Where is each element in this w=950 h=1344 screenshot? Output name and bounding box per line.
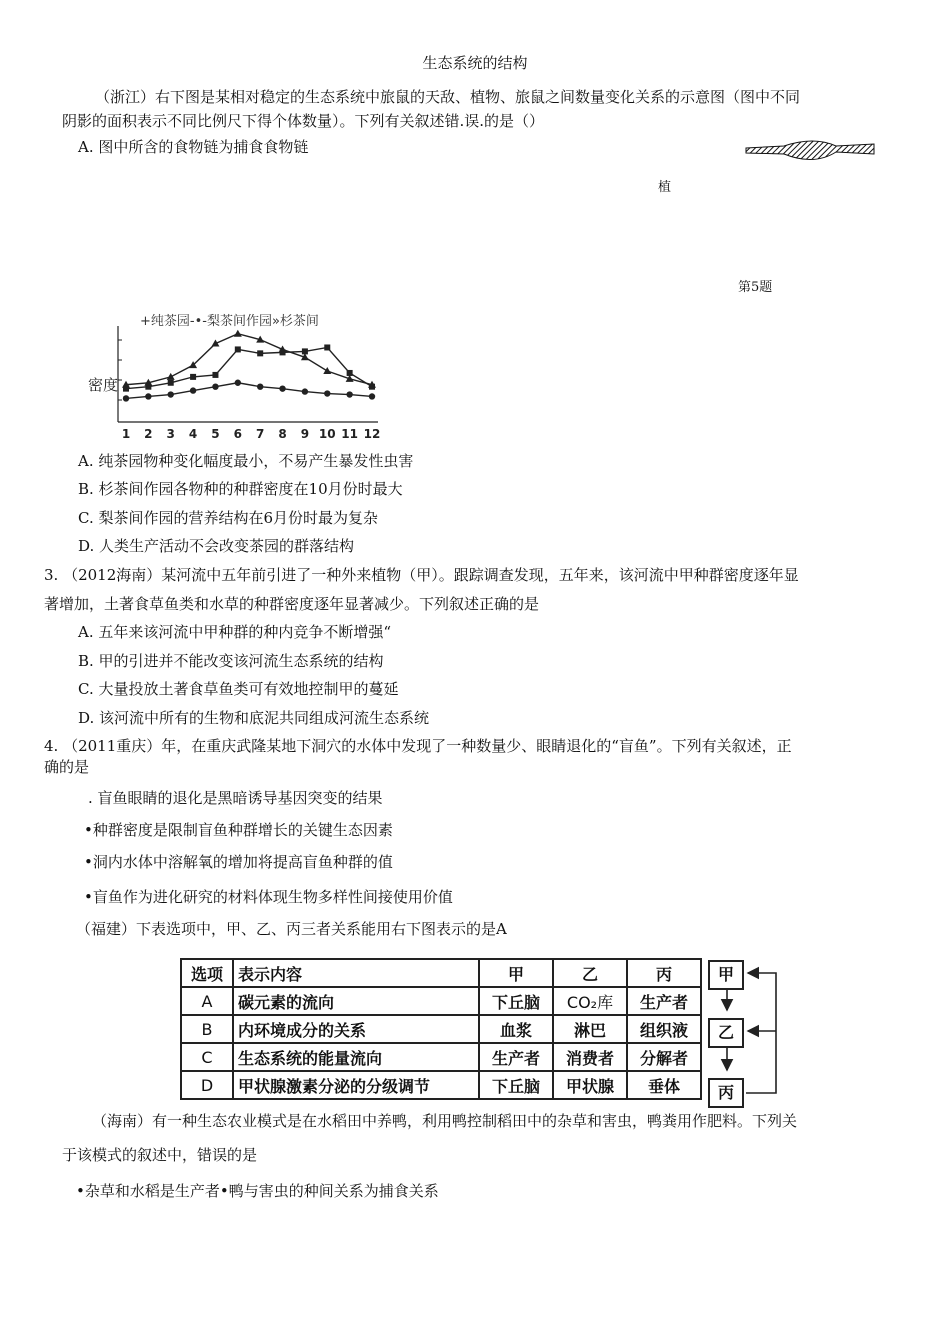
table-cell: 下丘脑 <box>479 1071 553 1099</box>
q4-option-3: •洞内水体中溶解氧的增加将提高盲鱼种群的值 <box>84 853 393 871</box>
table-row <box>181 987 701 1015</box>
table-cell: 生产者 <box>479 1043 553 1071</box>
y-axis-label: 密度 <box>88 376 119 394</box>
q2-option-b: B. 杉茶间作园各物种的种群密度在10月份时最大 <box>78 480 403 498</box>
data-point <box>235 380 241 386</box>
table-header-cell: 乙 <box>553 959 627 987</box>
data-point <box>324 344 330 350</box>
table-cell: C <box>181 1043 233 1071</box>
q5-options-table <box>180 958 702 1100</box>
q5-stem: （福建）下表选项中，甲、乙、丙三者关系能用右下图表示的是A <box>76 920 507 938</box>
table-cell: 分解者 <box>627 1043 701 1071</box>
table-cell: 组织液 <box>627 1015 701 1043</box>
data-point <box>280 349 286 355</box>
table-cell: B <box>181 1015 233 1043</box>
q3-option-d: D. 该河流中所有的生物和底泥共同组成河流生态系统 <box>78 709 430 727</box>
data-point <box>145 393 151 399</box>
q2-line-chart <box>88 312 388 442</box>
q2-option-c: C. 梨茶间作园的营养结构在6月份时最为复杂 <box>78 509 379 527</box>
table-row <box>181 1071 701 1099</box>
data-point <box>235 346 241 352</box>
data-point <box>190 387 196 393</box>
x-tick-label: 6 <box>233 427 242 441</box>
table-cell: 垂体 <box>627 1071 701 1099</box>
x-tick-label: 4 <box>188 427 198 441</box>
q1-figure-fragment <box>744 136 876 172</box>
data-point <box>145 384 151 390</box>
table-header-cell: 表示内容 <box>233 959 479 987</box>
q4-option-1: . 盲鱼眼睛的退化是黑暗诱导基因突变的结果 <box>88 789 383 807</box>
q3-stem-line2: 著增加，土著食草鱼类和水草的种群密度逐年显著减少。下列叙述正确的是 <box>44 595 540 613</box>
table-header-cell: 选项 <box>181 959 233 987</box>
q4-stem-line1: 4. （2011重庆）年，在重庆武隆某地下洞穴的水体中发现了一种数量少、眼睛退化的“盲鱼”。下列有关叙述，正 <box>44 737 792 755</box>
q3-option-a: A. 五年来该河流中甲种群的种内竞争不断增强“ <box>78 623 392 641</box>
x-tick-label: 8 <box>278 427 287 441</box>
q1-figure-caption: 第5题 <box>738 280 773 295</box>
flow-box-yi: 乙 <box>708 1018 744 1048</box>
x-tick-label: 3 <box>166 427 175 441</box>
x-tick-label: 9 <box>300 427 310 441</box>
q4-stem-line2: 确的是 <box>44 758 90 776</box>
data-point <box>257 350 263 356</box>
data-point <box>168 391 174 397</box>
data-point <box>302 348 308 354</box>
x-tick-label: 10 <box>318 427 336 441</box>
table-cell: 甲状腺 <box>553 1071 627 1099</box>
q6-stem-line2: 于该模式的叙述中，错误的是 <box>62 1146 258 1164</box>
q6-stem-line1: （海南）有一种生态农业模式是在水稻田中养鸭，利用鸭控制稻田中的杂草和害虫，鸭粪用作肥料。下列关 <box>92 1112 798 1130</box>
table-header-cell: 甲 <box>479 959 553 987</box>
table-cell: 内环境成分的关系 <box>233 1015 479 1043</box>
q1-stem-line1: （浙江）右下图是某相对稳定的生态系统中旅鼠的天敌、植物、旅鼠之间数量变化关系的示意图（图中不同 <box>95 88 801 106</box>
q6-option-1: •杂草和水稻是生产者•鸭与害虫的种间关系为捕食关系 <box>76 1182 439 1200</box>
q4-option-4: •盲鱼作为进化研究的材料体现生物多样性间接使用价值 <box>84 888 453 906</box>
q3-option-b: B. 甲的引进并不能改变该河流生态系统的结构 <box>78 652 384 670</box>
table-cell: 生态系统的能量流向 <box>233 1043 479 1071</box>
q1-figure-label: 植 <box>658 180 672 195</box>
x-tick-label: 12 <box>363 427 381 441</box>
x-tick-label: 1 <box>121 427 131 441</box>
data-point <box>347 370 353 376</box>
chart-title: +纯茶园-•-梨茶间作园»杉茶间 <box>140 314 319 329</box>
table-cell: 淋巴 <box>553 1015 627 1043</box>
table-cell: 消费者 <box>553 1043 627 1071</box>
data-point <box>123 386 129 392</box>
q2-option-a: A. 纯茶园物种变化幅度最小，不易产生暴发性虫害 <box>78 452 414 470</box>
data-point <box>323 367 331 374</box>
table-cell: 甲状腺激素分泌的分级调节 <box>233 1071 479 1099</box>
data-point <box>257 383 263 389</box>
q2-option-d: D. 人类生产活动不会改变茶园的群落结构 <box>78 537 355 555</box>
table-cell: 碳元素的流向 <box>233 987 479 1015</box>
table-cell: CO₂库 <box>553 987 627 1015</box>
q1-option-a: A. 图中所含的食物链为捕食食物链 <box>78 138 309 156</box>
data-point <box>212 383 218 389</box>
table-header-row <box>181 959 701 987</box>
x-tick-label: 7 <box>256 427 265 441</box>
series-line <box>126 334 372 385</box>
table-header-cell: 丙 <box>627 959 701 987</box>
q3-option-c: C. 大量投放土著食草鱼类可有效地控制甲的蔓延 <box>78 680 399 698</box>
series-line <box>126 347 372 388</box>
q1-stem-line2: 阴影的面积表示不同比例尺下得个体数量）。下列有关叙述错.误.的是（） <box>62 112 545 130</box>
data-point <box>234 330 242 337</box>
page-title: 生态系统的结构 <box>422 54 528 72</box>
q3-stem-line1: 3. （2012海南）某河流中五年前引进了一种外来植物（甲）。跟踪调查发现，五年来，该河流中甲种群密度逐年显 <box>44 566 799 584</box>
table-cell: 生产者 <box>627 987 701 1015</box>
flow-box-bing: 丙 <box>708 1078 744 1108</box>
data-point <box>346 391 352 397</box>
data-point <box>123 395 129 401</box>
data-point <box>279 385 285 391</box>
q4-option-2: •种群密度是限制盲鱼种群增长的关键生态因素 <box>84 821 393 839</box>
x-tick-label: 11 <box>341 427 358 441</box>
data-point <box>324 390 330 396</box>
x-tick-label: 2 <box>144 427 153 441</box>
table-cell: 下丘脑 <box>479 987 553 1015</box>
table-cell: A <box>181 987 233 1015</box>
series-line <box>126 383 372 399</box>
data-point <box>369 384 375 390</box>
data-point <box>369 393 375 399</box>
data-point <box>212 372 218 378</box>
data-point <box>168 380 174 386</box>
data-point <box>167 373 175 380</box>
data-point <box>190 374 196 380</box>
flow-box-jia: 甲 <box>708 960 744 990</box>
x-tick-label: 5 <box>211 427 220 441</box>
table-row <box>181 1043 701 1071</box>
table-cell: 血浆 <box>479 1015 553 1043</box>
table-cell: D <box>181 1071 233 1099</box>
data-point <box>302 388 308 394</box>
table-row <box>181 1015 701 1043</box>
